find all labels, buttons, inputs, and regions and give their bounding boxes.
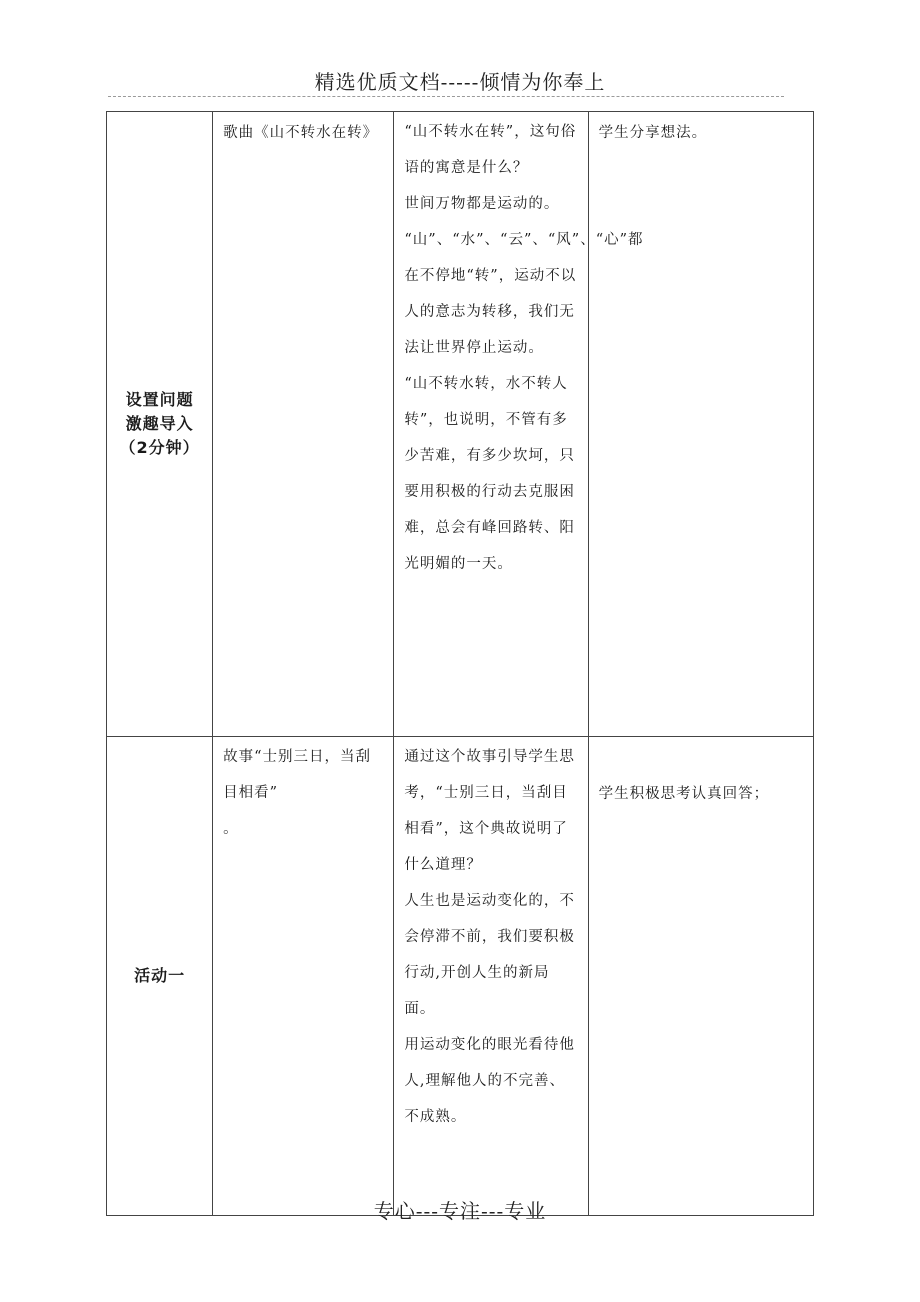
stage-cell [107, 737, 213, 1216]
page-footer: 专心---专注---专业 [373, 1199, 547, 1223]
student-activity-cell [588, 112, 813, 737]
teacher-activity-cell [394, 112, 644, 737]
table-row [107, 112, 814, 737]
student-text: 学生积极思考认真回答； [598, 786, 770, 802]
stage-label-line: 设置问题 [125, 390, 194, 409]
teacher-paragraph: “山不转水转，水不转人转”，也说明，不管有多少苦难，有多少坎坷，只要用积极的行动去克服困难，总会有峰回路转、阳光明媚的一天。 [404, 376, 575, 572]
stage-label-line: 活动一 [134, 966, 186, 985]
stage-label-line: 激趣导入 [125, 414, 194, 433]
material-text: 歌曲《山不转水在转》 [223, 125, 379, 141]
student-activity-cell [588, 737, 813, 1216]
material-cell [213, 112, 394, 737]
material-text: 故事“士别三日，当刮目相看” [223, 749, 372, 801]
teacher-activity-cell [394, 737, 588, 1216]
teacher-paragraph: 世间万物都是运动的。 [404, 196, 560, 212]
stage-cell [107, 112, 213, 737]
lesson-plan-table [106, 111, 814, 1216]
teacher-paragraph: “山”、“水”、“云”、“风”、“心”都在不停地“转”，运动不以人的意志为转移，我们无法让世界停止运动。 [404, 232, 644, 356]
material-cell [213, 737, 394, 1216]
stage-label-line: （2分钟） [119, 438, 200, 457]
teacher-paragraph: “山不转水在转”，这句俗语的寓意是什么？ [404, 124, 577, 176]
teacher-paragraph: 通过这个故事引导学生思考，“士别三日，当刮目相看”，这个典故说明了什么道理？ [404, 749, 575, 873]
student-text: 学生分享想法。 [598, 125, 708, 141]
header-divider [108, 96, 784, 97]
page-header: 精选优质文档-----倾情为你奉上 [314, 70, 606, 94]
teacher-paragraph: 人生也是运动变化的，不会停滞不前，我们要积极行动,开创人生的新局面。 [404, 893, 575, 1017]
teacher-paragraph: 用运动变化的眼光看待他人,理解他人的不完善、不成熟。 [404, 1037, 575, 1125]
material-text: 。 [223, 821, 239, 837]
table-row [107, 737, 814, 1216]
